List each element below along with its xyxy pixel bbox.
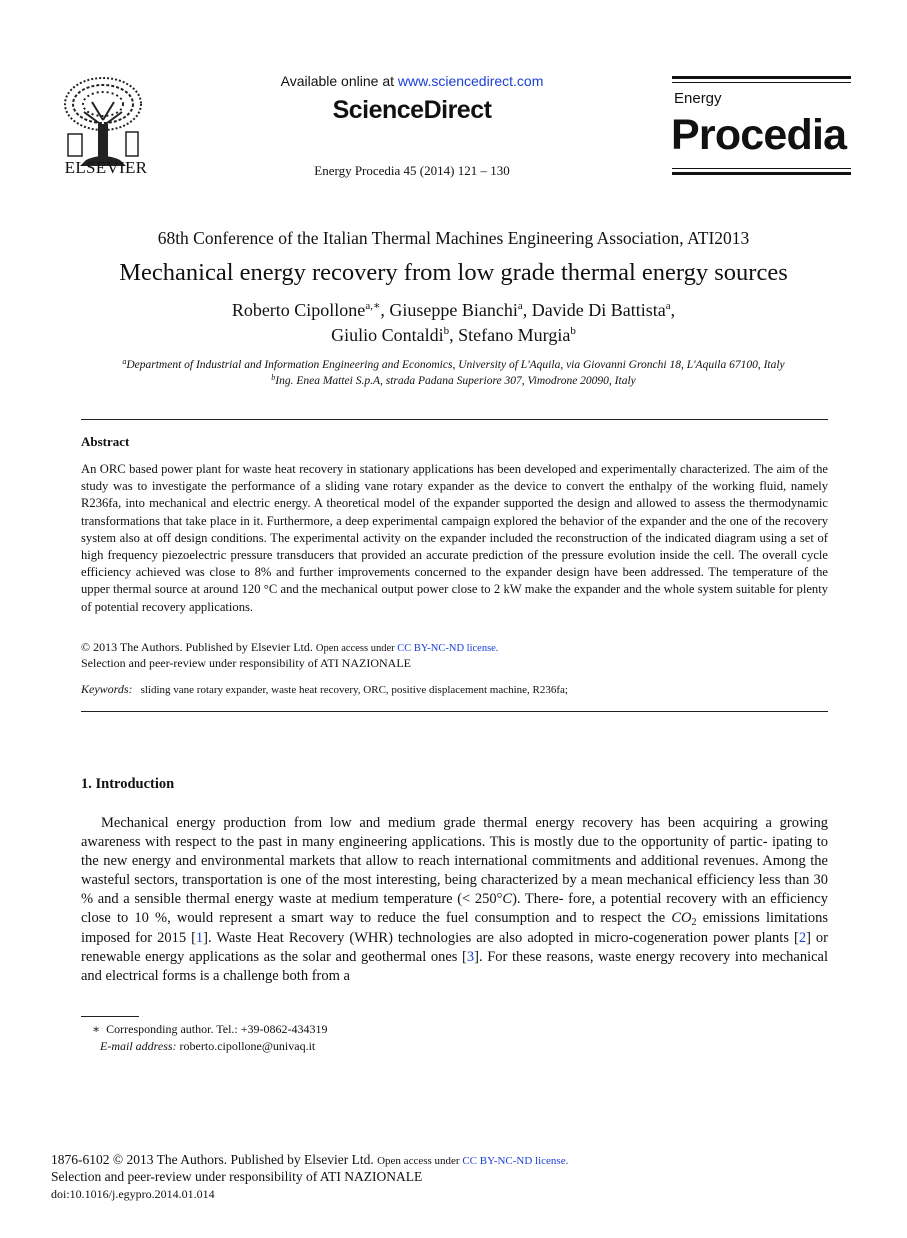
footnote-rule [81, 1016, 139, 1017]
footer-copyright-text: 1876-6102 © 2013 The Authors. Published by Elsevier Ltd. [51, 1152, 374, 1167]
affiliation-mark: a [122, 357, 127, 366]
journal-logo-energy: Energy [674, 90, 722, 107]
footer-doi[interactable]: doi:10.1016/j.egypro.2014.01.014 [51, 1187, 215, 1201]
author-separator: , [670, 300, 676, 320]
journal-logo-rule [672, 76, 851, 79]
section-heading-introduction: 1. Introduction [81, 776, 175, 792]
available-online-prefix: Available online at [280, 73, 398, 89]
paragraph-text: emissions limitations imposed for 2015 [ [81, 910, 829, 946]
author-affiliation-mark: b [570, 325, 576, 337]
footer-license-link[interactable]: CC BY-NC-ND license. [462, 1155, 569, 1167]
author-separator: , [380, 300, 390, 320]
author-name: Giuseppe Bianchi [389, 300, 518, 320]
footnote-mark: ∗ [92, 1022, 101, 1036]
copyright-line [81, 640, 498, 655]
license-link[interactable]: CC BY-NC-ND license. [397, 643, 499, 654]
citation-link[interactable]: 2 [798, 929, 807, 946]
keywords-line [81, 682, 568, 697]
section-divider [81, 711, 828, 712]
email-label: E-mail address: [100, 1039, 177, 1053]
author-list-line-1 [40, 300, 867, 321]
paragraph-math: C [502, 891, 513, 908]
journal-logo-rule [672, 172, 851, 175]
sciencedirect-url-link[interactable]: www.sciencedirect.com [397, 73, 544, 89]
author-name: Davide Di Battista [531, 300, 666, 320]
author-name: Roberto Cipollone [231, 300, 366, 320]
author-list-line-2 [40, 325, 867, 346]
keywords-list: sliding vane rotary expander, waste heat recovery, ORC, positive displacement machine, R236fa; [140, 684, 568, 696]
copyright-text: © 2013 The Authors. Published by Elsevier Ltd. [81, 640, 313, 654]
journal-logo-rule [672, 168, 851, 169]
open-access-prefix: Open access under [315, 643, 398, 654]
affiliation-text: Department of Industrial and Information Engineering and Economics, University of L'Aquila, via Giovanni Gronchi 18, L'Aquila 67100, Italy [126, 359, 785, 371]
paper-title: Mechanical energy recovery from low grade thermal energy sources [119, 259, 788, 286]
footnote-text: Corresponding author. Tel.: +39-0862-434319 [106, 1022, 328, 1036]
author-affiliation-mark: b [443, 325, 450, 337]
elsevier-wordmark: ELSEVIER [64, 158, 148, 177]
author-name: Stefano Murgia [458, 325, 571, 345]
footer-open-access-prefix: Open access under [377, 1155, 463, 1167]
sciencedirect-wordmark: ScienceDirect [332, 96, 492, 124]
email-note [100, 1039, 315, 1054]
footer-copyright [51, 1152, 568, 1168]
author-name: Giulio Contaldi [331, 325, 444, 345]
corresponding-author-note [92, 1022, 328, 1037]
paragraph-text: ]. For these reasons, waste energy recovery into mechanical and electrical forms is a challenge both from a [81, 948, 828, 984]
footer-peer-review: Selection and peer-review under responsibility of ATI NAZIONALE [51, 1169, 423, 1184]
peer-review-statement: Selection and peer-review under responsibility of ATI NAZIONALE [81, 656, 411, 670]
author-affiliation-mark: a [665, 300, 671, 312]
keywords-label: Keywords: [81, 682, 133, 696]
journal-logo-rule [672, 82, 851, 83]
abstract-heading: Abstract [81, 434, 130, 449]
paragraph-text: ] or renewable energy applications as the solar and geothermal ones [ [81, 929, 828, 965]
citation-link[interactable]: 3 [466, 948, 475, 965]
affiliation-a [40, 357, 867, 371]
paragraph-text: ). There- fore, a potential recovery with an efficiency close to 10 %, would represent a smart way to reduce the fuel consumption and to respect the [81, 891, 828, 927]
author-affiliation-mark: a [517, 300, 523, 312]
co2-formula: CO [671, 910, 692, 927]
affiliation-mark: b [271, 373, 276, 382]
author-affiliation-mark: a,∗ [365, 300, 381, 312]
affiliation-text: Ing. Enea Mattei S.p.A, strada Padana Superiore 307, Vimodrone 20090, Italy [275, 375, 636, 387]
journal-logo-procedia: Procedia [671, 111, 847, 159]
co2-subscript: 2 [691, 917, 697, 929]
author-separator: , [522, 300, 532, 320]
journal-reference: Energy Procedia 45 (2014) 121 – 130 [314, 163, 510, 178]
paragraph-text: ]. Waste Heat Recovery (WHR) technologies are also adopted in micro-cogeneration power plants [ [203, 929, 799, 946]
citation-link[interactable]: 1 [195, 929, 204, 946]
affiliation-b [40, 373, 867, 387]
introduction-paragraph [81, 814, 828, 986]
conference-name: 68th Conference of the Italian Thermal Machines Engineering Association, ATI2013 [157, 228, 750, 248]
available-online-line [262, 73, 562, 89]
section-divider [81, 419, 828, 420]
email-address[interactable]: roberto.cipollone@univaq.it [179, 1039, 316, 1053]
abstract-text: An ORC based power plant for waste heat recovery in stationary applications has been developed and experimentally characterized. The aim of the study was to investigate the performance of a sliding vane rotary expander as the device to convert the enthalpy of the working fluid, namely R236fa, into mechanical and electric energy. A theoretical model of the expander supported the design and allowed to assess the thermodynamic transformations that take place in it. Furthermore, a deep experimental campaign explored the behavior of the expander and the one of the recovery system also at off design conditions. The experimental activity on the expander included the reconstruction of the indicated diagram using a set of high frequency piezoelectric pressure transducers that provided an accurate prediction of the pressure evolution inside the cell. The overall cycle efficiency achieved was close to 8% and further improvements concerned to the expander design have been addressed. The temperature of the upper thermal source at around 120 °C and the mechanical output power close to 2 kW make the expander and the whole system suitable for plenty of potential recovery applications. [81, 462, 828, 614]
paragraph-text: Mechanical energy production from low and medium grade thermal energy recovery has been acquiring a growing awareness with respect to the past in many engineering applications. This is mostly due to the opportunity of partic- ipating to the new energy and environmental markets that allow to reach international commitments and additional revenues. Among the wasteful sectors, transportation is one of the most interesting, being characterized by a mean mechanical efficiency less than 30 % and a sensible thermal energy waste at medium temperature (< 250° [81, 815, 828, 908]
author-separator: , [449, 325, 459, 345]
